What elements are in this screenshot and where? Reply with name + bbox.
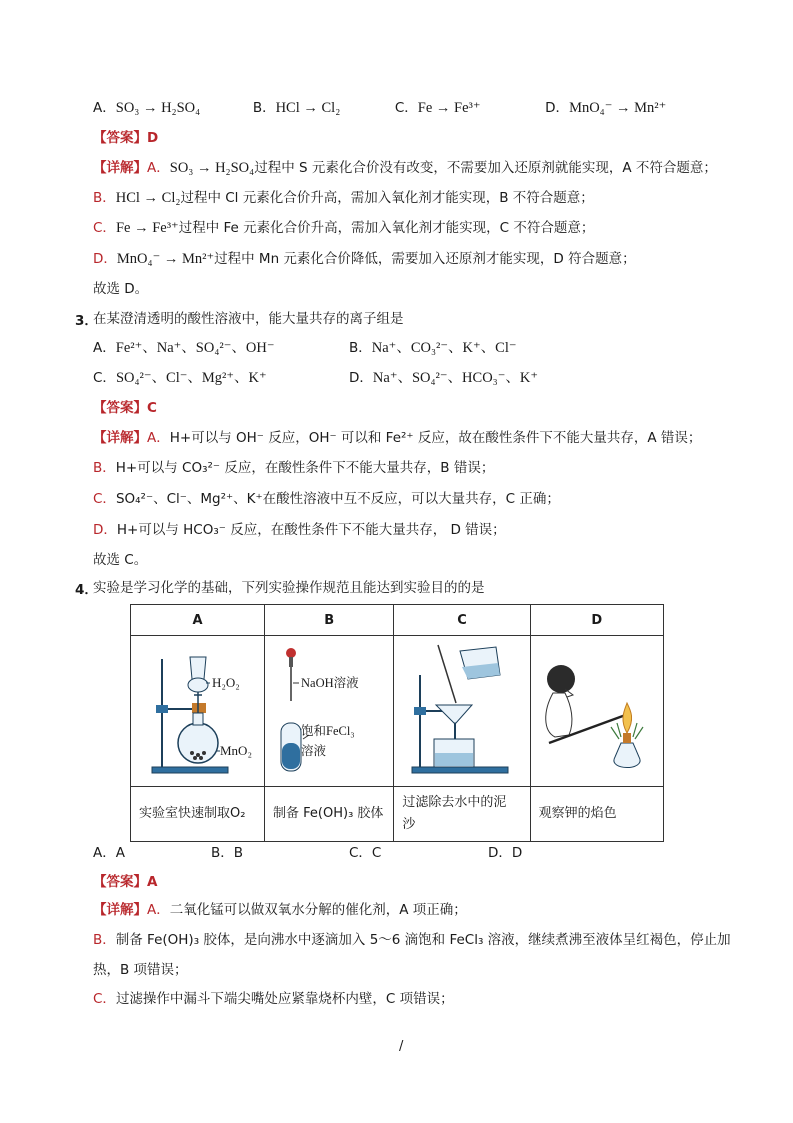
detail-c-label: C．	[93, 491, 116, 507]
colloid-preparation-illustration	[269, 639, 389, 779]
experiment-table	[130, 604, 664, 842]
q2-options	[93, 98, 666, 118]
q3-detail-c	[93, 489, 560, 509]
detail-a-label: A．	[147, 902, 170, 918]
detail-d-label: D．	[93, 251, 117, 267]
q3-number: 3．	[75, 313, 98, 329]
detail-c-label: C．	[93, 991, 116, 1007]
apparatus-b	[265, 636, 394, 787]
q3-option-d: Na⁺、SO₄²⁻、HCO₃⁻、K⁺	[372, 370, 539, 386]
detail-tag: 【详解】	[93, 902, 147, 918]
q2-option-d: MnO₄⁻ → Mn²⁺	[569, 100, 667, 116]
q4-number: 4．	[75, 582, 98, 598]
answer-tag: 【答案】	[93, 400, 147, 416]
detail-b-label: B．	[93, 460, 116, 476]
detail-b-label: B．	[93, 190, 116, 206]
q3-option-b: Na⁺、CO₃²⁻、K⁺、Cl⁻	[371, 340, 517, 356]
q3-option-b-label: B．	[349, 340, 372, 356]
q2-option-c: Fe → Fe³⁺	[417, 100, 481, 116]
q2-detail-a	[93, 158, 717, 178]
caption-d: 观察钾的焰色	[530, 787, 663, 842]
detail-d-text: 过程中 Mn 元素化合价降低，需要加入还原剂才能实现，D 符合题意；	[214, 251, 636, 267]
q3-option-c: SO₄²⁻、Cl⁻、Mg²⁺、K⁺	[115, 370, 267, 386]
q4-option-d: D．D	[488, 845, 523, 861]
q4-option-c: C．C	[349, 845, 382, 861]
q3-detail-d	[93, 520, 506, 540]
q4-detail-b-cont: 热，B 项错误；	[93, 962, 188, 978]
page-footer-mark: /	[399, 1039, 404, 1054]
caption-c-line1: 过滤除去水中的泥	[402, 795, 507, 810]
label-naoh: NaOH溶液	[301, 676, 359, 690]
q2-option-b: HCl → Cl₂	[275, 100, 341, 116]
q2-answer	[93, 128, 158, 148]
detail-a-label: A．	[147, 430, 170, 446]
detail-b-label: B．	[93, 932, 116, 948]
detail-d-formula: MnO₄⁻ → Mn²⁺	[116, 251, 215, 267]
detail-a-label: A．	[147, 160, 170, 176]
answer-value: A	[147, 874, 158, 890]
q4-option-b: B．B	[211, 845, 244, 861]
detail-tag: 【详解】	[93, 430, 147, 446]
caption-c	[394, 787, 530, 842]
apparatus-c	[394, 636, 530, 787]
q3-option-d-label: D．	[349, 370, 373, 386]
flame-test-illustration	[535, 639, 659, 779]
table-header-b: B	[265, 605, 394, 636]
caption-a: 实验室快速制取O₂	[131, 787, 265, 842]
detail-tag: 【详解】	[93, 160, 147, 176]
detail-c-text: 过滤操作中漏斗下端尖嘴处应紧靠烧杯内壁，C 项错误；	[115, 991, 454, 1007]
answer-tag: 【答案】	[93, 874, 147, 890]
answer-tag: 【答案】	[93, 130, 147, 146]
detail-b-text: 制备 Fe(OH)₃ 胶体，是向沸水中逐滴加入 5～6 滴饱和 FeCl₃ 溶液，继续煮沸至液体呈红褐色，停止加	[115, 932, 731, 948]
q2-detail-d	[93, 249, 636, 269]
q3-option-a-label: A．	[93, 340, 116, 356]
apparatus-a	[131, 636, 265, 787]
q2-option-b-label: B．	[252, 100, 276, 116]
caption-c-line2: 沙	[402, 817, 416, 832]
q2-option-d-label: D．	[545, 100, 570, 116]
apparatus-d	[530, 636, 663, 787]
table-header-c: C	[394, 605, 530, 636]
detail-a-text: 过程中 S 元素化合价没有改变，不需要加入还原剂就能实现，A 不符合题意；	[254, 160, 717, 176]
detail-b-formula: HCl → Cl₂	[115, 190, 181, 206]
label-h2o2: H₂O₂	[211, 675, 240, 690]
detail-c-formula: Fe → Fe³⁺	[115, 220, 179, 236]
q4-option-a: A．A	[93, 845, 125, 861]
q4-stem: 实验是学习化学的基础，下列实验操作规范且能达到实验目的的是	[93, 580, 485, 596]
q4-detail-c	[93, 989, 454, 1009]
q4-detail-a	[93, 900, 467, 920]
q3-options-ab	[93, 338, 517, 358]
q3-detail-a	[93, 428, 701, 448]
q3-detail-b	[93, 458, 494, 478]
q3-conclusion: 故选 C。	[93, 552, 148, 568]
q2-option-c-label: C．	[394, 100, 418, 116]
q2-detail-b	[93, 188, 594, 208]
detail-b-text: 过程中 Cl 元素化合价升高，需加入氧化剂才能实现，B 不符合题意；	[180, 190, 594, 206]
q2-option-a: SO₃ → H₂SO₄	[115, 100, 201, 116]
q3-option-a: Fe²⁺、Na⁺、SO₄²⁻、OH⁻	[115, 340, 275, 356]
detail-b-text: H+可以与 CO₃²⁻ 反应，在酸性条件下不能大量共存，B 错误；	[115, 460, 495, 476]
detail-c-text: SO₄²⁻、Cl⁻、Mg²⁺、K⁺在酸性溶液中互不反应，可以大量共存，C 正确；	[115, 491, 560, 507]
detail-a-formula: SO₃ → H₂SO₄	[169, 160, 255, 176]
table-header-d: D	[530, 605, 663, 636]
oxygen-generator-illustration	[138, 639, 258, 779]
filtration-illustration	[400, 639, 524, 779]
table-header-a: A	[131, 605, 265, 636]
q4-answer	[93, 872, 157, 892]
answer-value: C	[147, 400, 157, 416]
q3-option-c-label: C．	[93, 370, 116, 386]
label-fecl3: 饱和FeCl₃	[301, 724, 355, 738]
caption-b: 制备 Fe(OH)₃ 胶体	[265, 787, 394, 842]
detail-a-text: H+可以与 OH⁻ 反应，OH⁻ 可以和 Fe²⁺ 反应，故在酸性条件下不能大量共存，A 错误；	[169, 430, 702, 446]
detail-a-text: 二氧化锰可以做双氧水分解的催化剂，A 项正确；	[169, 902, 467, 918]
q3-answer	[93, 398, 157, 418]
q3-options-cd	[93, 368, 539, 388]
q4-options	[93, 843, 523, 863]
detail-c-label: C．	[93, 220, 116, 236]
q2-conclusion: 故选 D。	[93, 281, 149, 297]
q3-stem: 在某澄清透明的酸性溶液中，能大量共存的离子组是	[93, 311, 404, 327]
label-mno2: MnO₂	[219, 743, 252, 758]
answer-value: D	[147, 130, 159, 146]
q2-detail-c	[93, 218, 594, 238]
detail-d-text: H+可以与 HCO₃⁻ 反应，在酸性条件下不能大量共存， D 错误；	[116, 522, 506, 538]
q4-detail-b	[93, 930, 731, 950]
q2-option-a-label: A．	[93, 100, 116, 116]
detail-d-label: D．	[93, 522, 117, 538]
label-solution: 溶液	[301, 744, 327, 758]
detail-c-text: 过程中 Fe 元素化合价升高，需加入氧化剂才能实现，C 不符合题意；	[178, 220, 595, 236]
